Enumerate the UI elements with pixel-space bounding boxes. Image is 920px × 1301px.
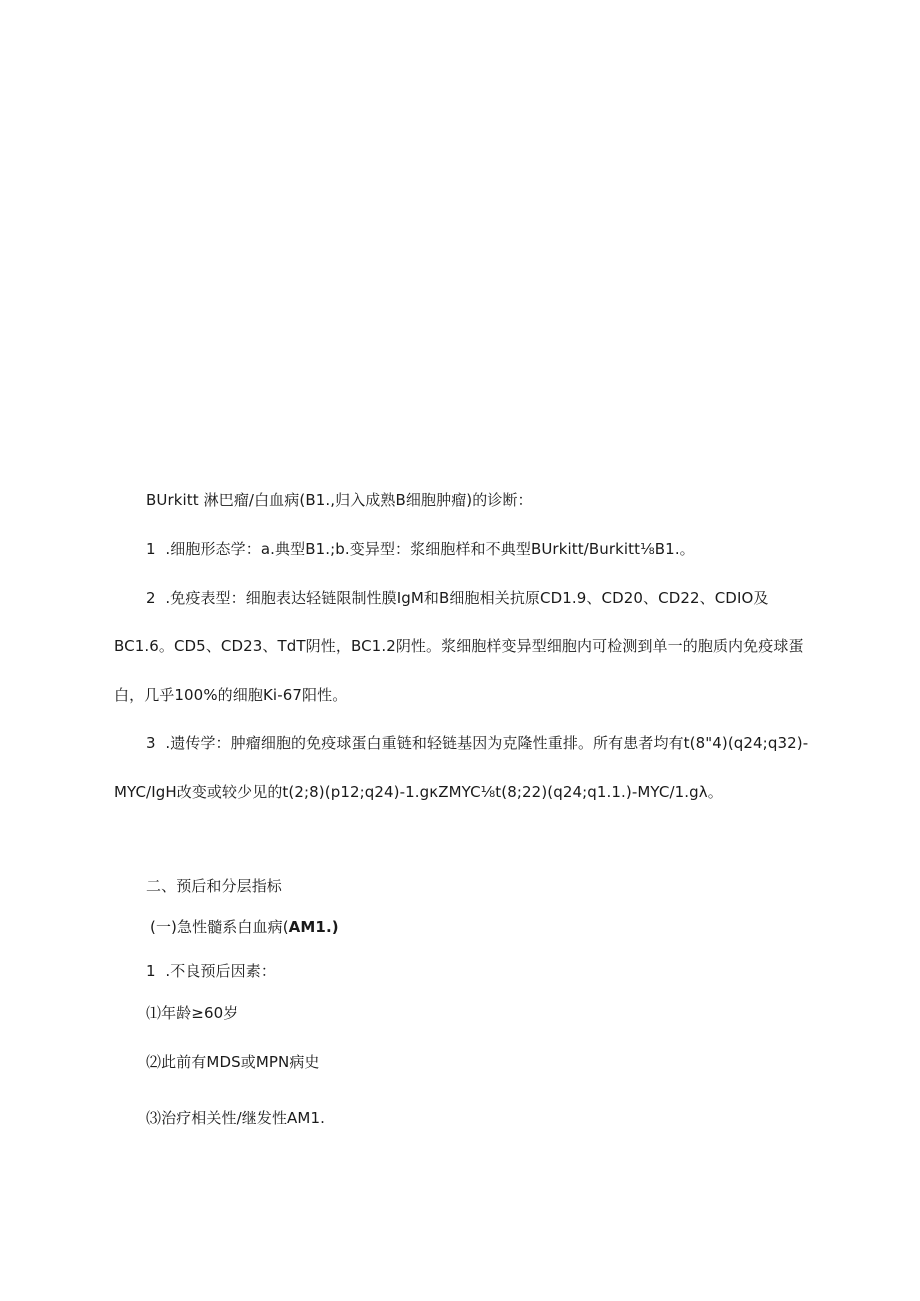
- prognosis-factor-2: ⑵此前有MDS或MPN病史: [146, 1053, 320, 1071]
- prognosis-subtitle: [150, 917, 339, 937]
- burkitt-item-3-line-2: MYC/IgH改变或较少见的t(2;8)(p12;q24)-1.gκZMYC⅛t(8;22)(q24;q1.1.)-MYC/1.gλ。: [114, 783, 723, 801]
- burkitt-item-2-line-1: 2 .免疫表型：细胞表达轻链限制性膜IgM和B细胞相关抗原CD1.9、CD20、CD22、CDIO及: [146, 589, 769, 607]
- burkitt-item-2-line-3: 白，几乎100%的细胞Ki-67阳性。: [114, 686, 348, 704]
- prognosis-subtitle-prefix: (一)急性髓系白血病(: [150, 918, 289, 936]
- burkitt-item-3-line-1: 3 .遗传学：肿瘤细胞的免疫球蛋白重链和轻链基因为克隆性重排。所有患者均有t(8"4)(q24;q32)-: [146, 734, 809, 752]
- prognosis-factor-1: ⑴年龄≥60岁: [146, 1004, 239, 1022]
- burkitt-item-2-line-2: BC1.6。CD5、CD23、TdT阴性，BC1.2阴性。浆细胞样变异型细胞内可检测到单一的胞质内免疫球蛋: [114, 637, 804, 655]
- prognosis-item-1: 1 .不良预后因素：: [146, 962, 276, 980]
- prognosis-section-title: 二、预后和分层指标: [146, 877, 282, 895]
- burkitt-item-1: 1 .细胞形态学：a.典型B1.;b.变异型：浆细胞样和不典型BUrkitt/Burkitt⅛B1.。: [146, 540, 695, 558]
- burkitt-heading: BUrkitt 淋巴瘤/白血病(B1.,归入成熟B细胞肿瘤)的诊断：: [146, 491, 533, 509]
- prognosis-subtitle-bold: AM1.): [288, 918, 339, 936]
- prognosis-factor-3: ⑶治疗相关性/继发性AM1.: [146, 1109, 325, 1127]
